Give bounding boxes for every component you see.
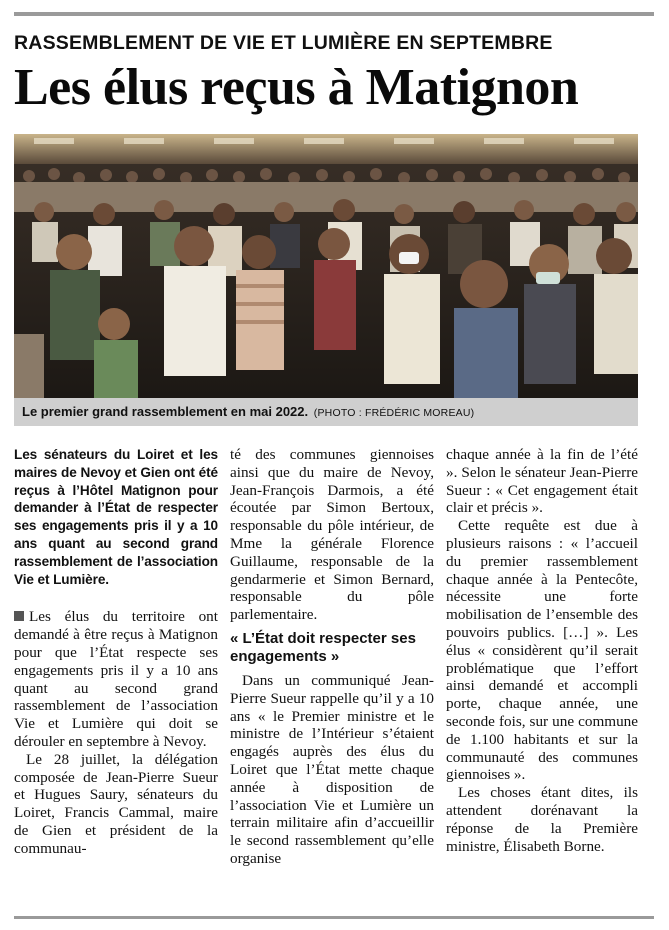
bottom-rule <box>14 916 654 919</box>
article-paragraph-3-end: chaque année à la fin de l’été ». Selon le sénateur Jean-Pierre Sueur : « Cet engagement était clair et précis ». <box>446 446 638 517</box>
caption-text: Le premier grand rassemblement en mai 2022. <box>22 404 309 419</box>
photo-caption-bar <box>14 398 638 426</box>
crowd-photo-image <box>14 134 638 398</box>
article-paragraph-2-end: té des communes giennoises ainsi que du maire de Nevoy, Jean-François Darmois, a été écoutée par Simon Bertoux, responsable du pôle intérieur, de Mme la générale Florence Guillaume, responsable de la gendarmerie et Simon Bernard, responsable du pôle parlementaire. <box>230 446 434 624</box>
article-paragraph-5: Les choses étant dites, ils attendent dorénavant la réponse de la Première ministre, Élisabeth Borne. <box>446 784 638 855</box>
photo-caption <box>22 404 474 419</box>
article-column-1 <box>14 446 218 858</box>
article-paragraph-3-start: Dans un communiqué Jean-Pierre Sueur rappelle qu’il y a 10 ans « le Premier ministre et le ministre de l’Intérieur s’étaient engagés auprès des élus du Loiret que l’État mette chaque année à disposition de l’association Vie et Lumière un terrain militaire afin d’accueillir le second rassemblement qu’elle organise <box>230 671 434 867</box>
article-paragraph-4: Cette requête est due à plusieurs raisons : « l’accueil du premier rassemblement chaque année à la Pentecôte, nécessite une forte mobilisation de l’ensemble des pouvoirs publics. […] ». Les élus « considèrent qu’il serait problématique que l’effort ainsi demandé et accompli porte, chaque année, une seconde fois, sur une commune de 1.100 habitants et sur la communauté des communes giennoises ». <box>446 517 638 784</box>
paragraph-bullet-icon <box>14 611 24 621</box>
article-lead: Les sénateurs du Loiret et les maires de Nevoy et Gien ont été reçus à l’Hôtel Matignon pour demander à l’État de respecter ses engagements pris il y a 10 ans quant au second grand rassemblement de l’association Vie et Lumière. <box>14 447 218 587</box>
article-headline: Les élus reçus à Matignon <box>14 59 579 116</box>
article-paragraph-1 <box>14 608 218 750</box>
article-photo <box>14 134 638 398</box>
top-rule <box>14 12 654 16</box>
paragraph-1-text: Les élus du territoire ont demandé à être reçus à Matignon pour que l’État respecte ses engagements pris il y a 10 ans quant au second grand rassemblement de l’association Vie et Lumière qui doit se dérouler en septembre à Nevoy. <box>14 608 218 750</box>
article-kicker: RASSEMBLEMENT DE VIE ET LUMIÈRE EN SEPTEMBRE <box>14 32 553 54</box>
article-column-2 <box>230 446 434 868</box>
article-paragraph-2-start: Le 28 juillet, la délégation composée de Jean-Pierre Sueur et Hugues Saury, sénateurs du Loiret, Francis Cammal, maire de Gien et président de la communau- <box>14 750 218 857</box>
article-column-3 <box>446 446 638 855</box>
article-subhead: « L’État doit respecter ses engagements » <box>230 629 416 665</box>
photo-credit: (PHOTO : FRÉDÉRIC MOREAU) <box>313 407 475 419</box>
